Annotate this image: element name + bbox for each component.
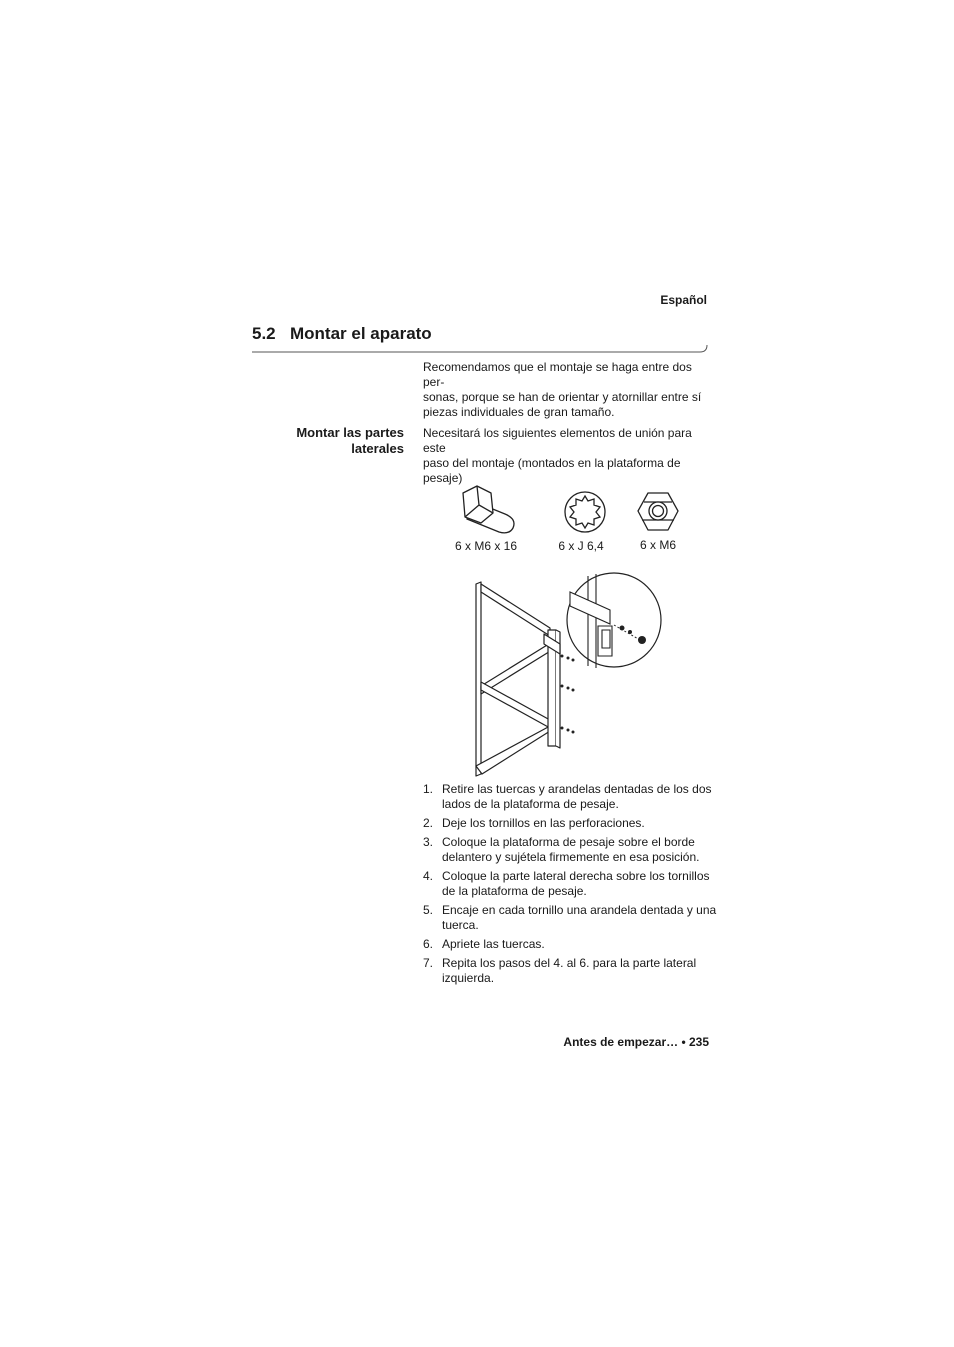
step-line: Coloque la parte lateral derecha sobre los tornillos	[442, 869, 710, 883]
step-number: 3.	[423, 835, 434, 849]
step-number: 1.	[423, 782, 434, 796]
fasteners-line: Necesitará los siguientes elementos de unión para este	[423, 426, 692, 455]
subsection-heading-line: laterales	[351, 441, 404, 456]
list-item	[423, 816, 723, 831]
section-number: 5.2	[252, 324, 276, 343]
step-line: Encaje en cada tornillo una arandela dentada y una	[442, 903, 717, 917]
step-number: 4.	[423, 869, 434, 883]
step-line: Apriete las tuercas.	[442, 937, 545, 951]
list-item	[423, 782, 723, 812]
list-item	[423, 956, 723, 986]
intro-line: sonas, porque se han de orientar y atornillar entre sí	[423, 390, 702, 404]
step-line: delantero y sujétela firmemente en esa posición.	[442, 850, 700, 864]
page-footer: Antes de empezar… • 235	[563, 1035, 709, 1049]
step-line: Deje los tornillos en las perforaciones.	[442, 816, 645, 830]
fasteners-paragraph	[423, 426, 713, 486]
step-number: 2.	[423, 816, 434, 830]
section-rule	[252, 340, 708, 360]
side-frame-assembly-illustration	[470, 570, 665, 780]
step-number: 6.	[423, 937, 434, 951]
washer-label: 6 x J 6,4	[558, 539, 604, 553]
step-line: lados de la plataforma de pesaje.	[442, 797, 619, 811]
hex-nut-icon	[636, 490, 680, 534]
assembly-steps-list	[423, 782, 723, 990]
step-number: 7.	[423, 956, 434, 970]
step-line: Coloque la plataforma de pesaje sobre el borde	[442, 835, 695, 849]
list-item	[423, 869, 723, 899]
fasteners-line: pesaje)	[423, 471, 463, 485]
subsection-heading	[254, 425, 404, 457]
list-item	[423, 835, 723, 865]
section-title: Montar el aparato	[290, 324, 432, 343]
step-number: 5.	[423, 903, 434, 917]
serrated-washer-icon	[563, 490, 607, 534]
fasteners-line: paso del montaje (montados en la plataforma de	[423, 456, 681, 470]
step-line: de la plataforma de pesaje.	[442, 884, 587, 898]
step-line: Repita los pasos del 4. al 6. para la parte lateral	[442, 956, 697, 970]
bolt-label: 6 x M6 x 16	[454, 539, 518, 553]
nut-label: 6 x M6	[639, 538, 676, 552]
step-line: Retire las tuercas y arandelas dentadas de los dos	[442, 782, 712, 796]
step-line: izquierda.	[442, 971, 495, 985]
step-line: tuerca.	[442, 918, 479, 932]
language-label: Español	[660, 293, 707, 307]
hex-bolt-icon	[455, 483, 525, 539]
intro-line: piezas individuales de gran tamaño.	[423, 405, 615, 419]
list-item	[423, 903, 723, 933]
intro-paragraph	[423, 360, 713, 420]
intro-line: Recomendamos que el montaje se haga entre dos per-	[423, 360, 692, 389]
list-item	[423, 937, 723, 952]
subsection-heading-line: Montar las partes	[296, 425, 404, 440]
